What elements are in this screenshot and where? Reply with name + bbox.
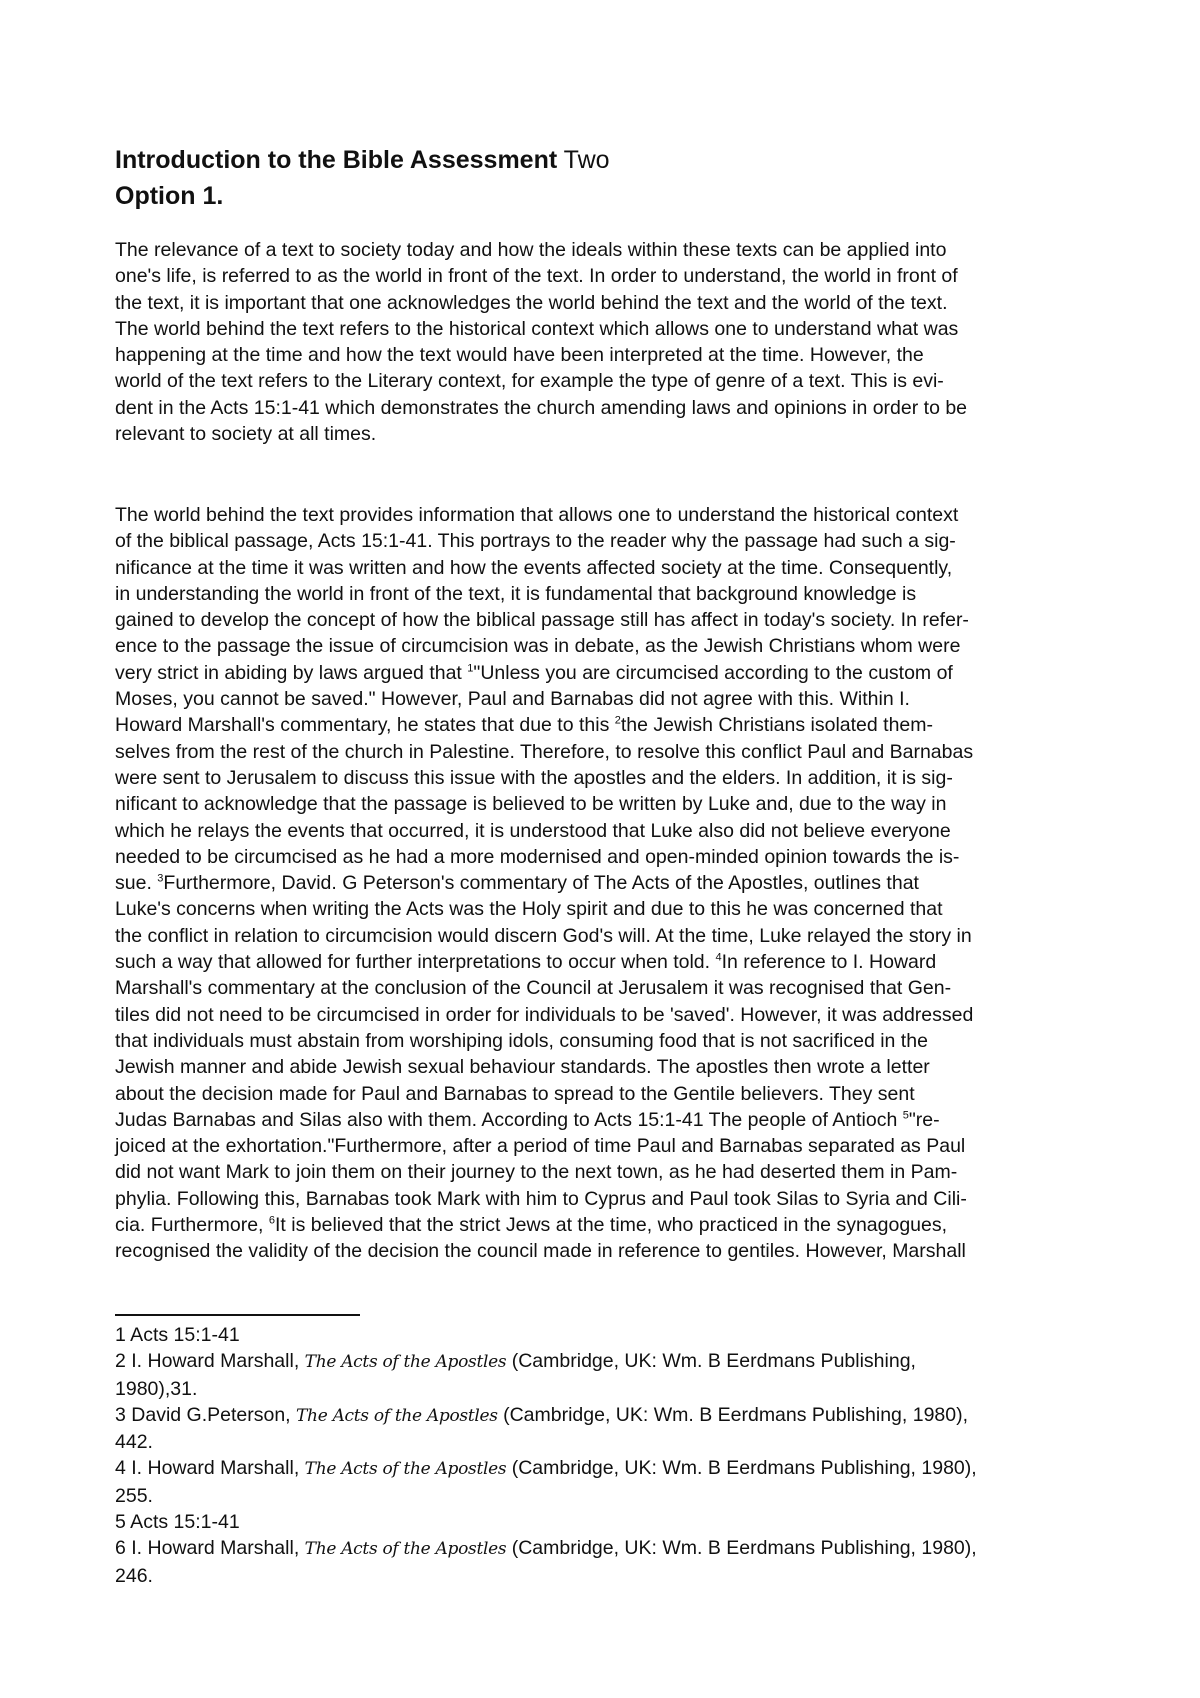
footnote-divider: [115, 1314, 360, 1316]
text-segment: "re-: [908, 1108, 940, 1131]
footnote-line: [115, 1455, 1095, 1482]
text-line: [115, 1028, 1095, 1054]
text-line: [115, 791, 1095, 817]
footnote-line: [115, 1483, 1095, 1509]
footnote-marker: 6: [268, 1214, 276, 1227]
text-segment: Marshall's commentary at the conclusion of the Council at Jerusalem it was recognised that Gen-: [115, 977, 952, 1000]
footnote-line: [115, 1535, 1095, 1562]
footnote-text: 1 Acts 15:1-41: [115, 1324, 240, 1346]
footnote-text: 6 I. Howard Marshall,: [115, 1537, 305, 1560]
text-line: [115, 949, 1095, 975]
footnote-text: (Cambridge, UK: Wm. B Eerdmans Publishing, 1980),: [506, 1457, 977, 1480]
paragraph-intro: [115, 237, 1095, 447]
text-line: [115, 502, 1095, 528]
text-line: [115, 1159, 1095, 1185]
footnote-line: [115, 1429, 1095, 1455]
text-segment: "Unless you are circumcised according to the custom of: [473, 661, 953, 684]
text-segment: phylia. Following this, Barnabas took Mark with him to Cyprus and Paul took Silas to Syria and Cili-: [115, 1187, 967, 1210]
text-line: [115, 1081, 1095, 1107]
footnote-marker: 2: [614, 714, 621, 727]
footnote-book-title: The Acts of the Apostles: [296, 1405, 498, 1426]
footnote-line: [115, 1376, 1095, 1402]
text-segment: recognised the validity of the decision the council made in reference to gentiles. However, Marshall: [115, 1240, 966, 1263]
text-segment: selves from the rest of the church in Palestine. Therefore, to resolve this conflict Paul and Barnabas: [115, 740, 974, 763]
footnote-text: 3 David G.Peterson,: [115, 1403, 297, 1426]
footnote-marker: 4: [715, 951, 722, 964]
paragraph-world-behind-text: [115, 502, 1095, 1265]
footnotes: [115, 1322, 1095, 1589]
text-line: [115, 581, 1095, 607]
footnote-marker: 1: [467, 662, 474, 675]
footnote-text: 1980),31.: [115, 1377, 198, 1400]
text-line: [115, 660, 1095, 686]
text-segment: Furthermore, David. G Peterson's commentary of The Acts of the Apostles, outlines that: [163, 872, 919, 895]
footnote-marker: 5: [902, 1109, 909, 1122]
text-line: [115, 528, 1095, 554]
text-line: [115, 818, 1095, 844]
text-segment: needed to be circumcised as he had a more modernised and open-minded opinion towards the is-: [115, 845, 960, 868]
text-segment: It is believed that the strict Jews at the time, who practiced in the synagogues,: [275, 1214, 948, 1237]
text-segment: gained to develop the concept of how the biblical passage still has affect in today's society. In refer-: [115, 609, 969, 632]
text-segment: joiced at the exhortation."Furthermore, after a period of time Paul and Barnabas separated as Paul: [115, 1135, 966, 1158]
text-line: [115, 1054, 1095, 1080]
text-line: [115, 712, 1095, 738]
text-segment: of the biblical passage, Acts 15:1-41. This portrays to the reader why the passage had such a sig-: [115, 530, 956, 553]
text-segment: that individuals must abstain from worshiping idols, consuming food that is not sacrificed in the: [115, 1029, 928, 1052]
text-segment: very strict in abiding by laws argued that: [115, 661, 468, 684]
text-segment: such a way that allowed for further interpretations to occur when told.: [115, 951, 716, 974]
document-heading: [115, 142, 1075, 214]
text-segment: Jewish manner and abide Jewish sexual behaviour standards. The apostles then wrote a letter: [115, 1056, 930, 1079]
text-line: [115, 1212, 1095, 1238]
text-line: [115, 975, 1095, 1001]
text-line: the text, it is important that one acknowledges the world behind the text and the world of the text.: [115, 291, 948, 314]
text-segment: tiles did not need to be circumcised in order for individuals to be 'saved'. However, it was addressed: [115, 1003, 974, 1026]
text-segment: did not want Mark to join them on their journey to the next town, as he had deserted them in Pam-: [115, 1161, 958, 1184]
text-segment: the Jewish Christians isolated them-: [620, 714, 934, 737]
footnote-text: 2 I. Howard Marshall,: [115, 1350, 305, 1373]
footnote-line: [115, 1509, 1095, 1535]
text-segment: Howard Marshall's commentary, he states that due to this: [115, 714, 615, 737]
text-segment: nificant to acknowledge that the passage is believed to be written by Luke and, due to the way in: [115, 793, 947, 816]
page-title: [115, 142, 1075, 178]
text-segment: The world behind the text provides information that allows one to understand the historical context: [115, 504, 959, 526]
footnote-marker: 3: [157, 872, 164, 885]
text-segment: Moses, you cannot be saved." However, Paul and Barnabas did not agree with this. Within I.: [115, 688, 910, 711]
page-title-rest: Two: [557, 146, 610, 174]
text-segment: about the decision made for Paul and Barnabas to spread to the Gentile believers. They sent: [115, 1082, 915, 1105]
footnote-text: 4 I. Howard Marshall,: [115, 1457, 305, 1480]
footnote-line: [115, 1322, 1095, 1348]
text-segment: Luke's concerns when writing the Acts was the Holy spirit and due to this he was concerned that: [115, 898, 943, 921]
text-segment: ence to the passage the issue of circumcision was in debate, as the Jewish Christians whom were: [115, 635, 961, 658]
text-line: [115, 844, 1095, 870]
text-line: The relevance of a text to society today and how the ideals within these texts can be applied into: [115, 239, 947, 261]
text-line: [115, 686, 1095, 712]
text-segment: In reference to I. Howard: [721, 951, 937, 974]
text-segment: sue.: [115, 872, 158, 895]
footnote-book-title: The Acts of the Apostles: [304, 1539, 507, 1560]
text-line: [115, 1238, 1095, 1264]
text-segment: were sent to Jerusalem to discuss this issue with the apostles and the elders. In addition, it is sig-: [115, 766, 953, 789]
footnote-line: [115, 1348, 1095, 1375]
text-line: one's life, is referred to as the world in front of the text. In order to understand, the world in front of: [115, 265, 958, 288]
text-line: [115, 765, 1095, 791]
text-line: [115, 633, 1095, 659]
footnote-text: (Cambridge, UK: Wm. B Eerdmans Publishing,: [506, 1350, 916, 1373]
footnote-text: 255.: [115, 1484, 153, 1507]
footnote-text: 246.: [115, 1564, 153, 1587]
text-line: world of the text refers to the Literary context, for example the type of genre of a text. This is evi-: [115, 370, 944, 393]
option-label: Option 1.: [115, 182, 224, 210]
footnote-text: 442.: [115, 1431, 153, 1454]
footnote-book-title: The Acts of the Apostles: [304, 1352, 507, 1373]
footnote-book-title: The Acts of the Apostles: [304, 1459, 507, 1480]
text-line: The world behind the text refers to the historical context which allows one to understand what was: [115, 317, 959, 340]
text-segment: cia. Furthermore,: [115, 1214, 269, 1237]
text-line: [115, 896, 1095, 922]
text-line: [115, 607, 1095, 633]
footnote-text: (Cambridge, UK: Wm. B Eerdmans Publishing, 1980),: [497, 1403, 969, 1426]
text-line: [115, 1133, 1095, 1159]
text-line: dent in the Acts 15:1-41 which demonstrates the church amending laws and opinions in order to be: [115, 396, 968, 419]
text-line: [115, 1002, 1095, 1028]
text-segment: which he relays the events that occurred, it is understood that Luke also did not believe everyone: [115, 819, 951, 842]
footnote-line: [115, 1402, 1095, 1429]
text-line: [115, 923, 1095, 949]
text-segment: in understanding the world in front of the text, it is fundamental that background knowledge is: [115, 582, 917, 605]
text-segment: Judas Barnabas and Silas also with them. According to Acts 15:1-41 The people of Antioch: [115, 1108, 903, 1131]
footnote-line: [115, 1563, 1095, 1589]
footnote-text: (Cambridge, UK: Wm. B Eerdmans Publishing, 1980),: [506, 1537, 977, 1560]
text-segment: nificance at the time it was written and how the events affected society at the time. Consequently,: [115, 556, 953, 579]
text-line: [115, 555, 1095, 581]
text-line: happening at the time and how the text would have been interpreted at the time. However, the: [115, 344, 924, 367]
text-line: [115, 870, 1095, 896]
text-line: [115, 1186, 1095, 1212]
footnote-text: 5 Acts 15:1-41: [115, 1511, 240, 1534]
text-segment: the conflict in relation to circumcision would discern God's will. At the time, Luke relayed the story in: [115, 924, 972, 947]
text-line: relevant to society at all times.: [115, 423, 377, 446]
text-line: [115, 1107, 1095, 1133]
page-title-bold: Introduction to the Bible Assessment: [115, 146, 558, 174]
page-subtitle: [115, 178, 1075, 214]
text-line: [115, 739, 1095, 765]
